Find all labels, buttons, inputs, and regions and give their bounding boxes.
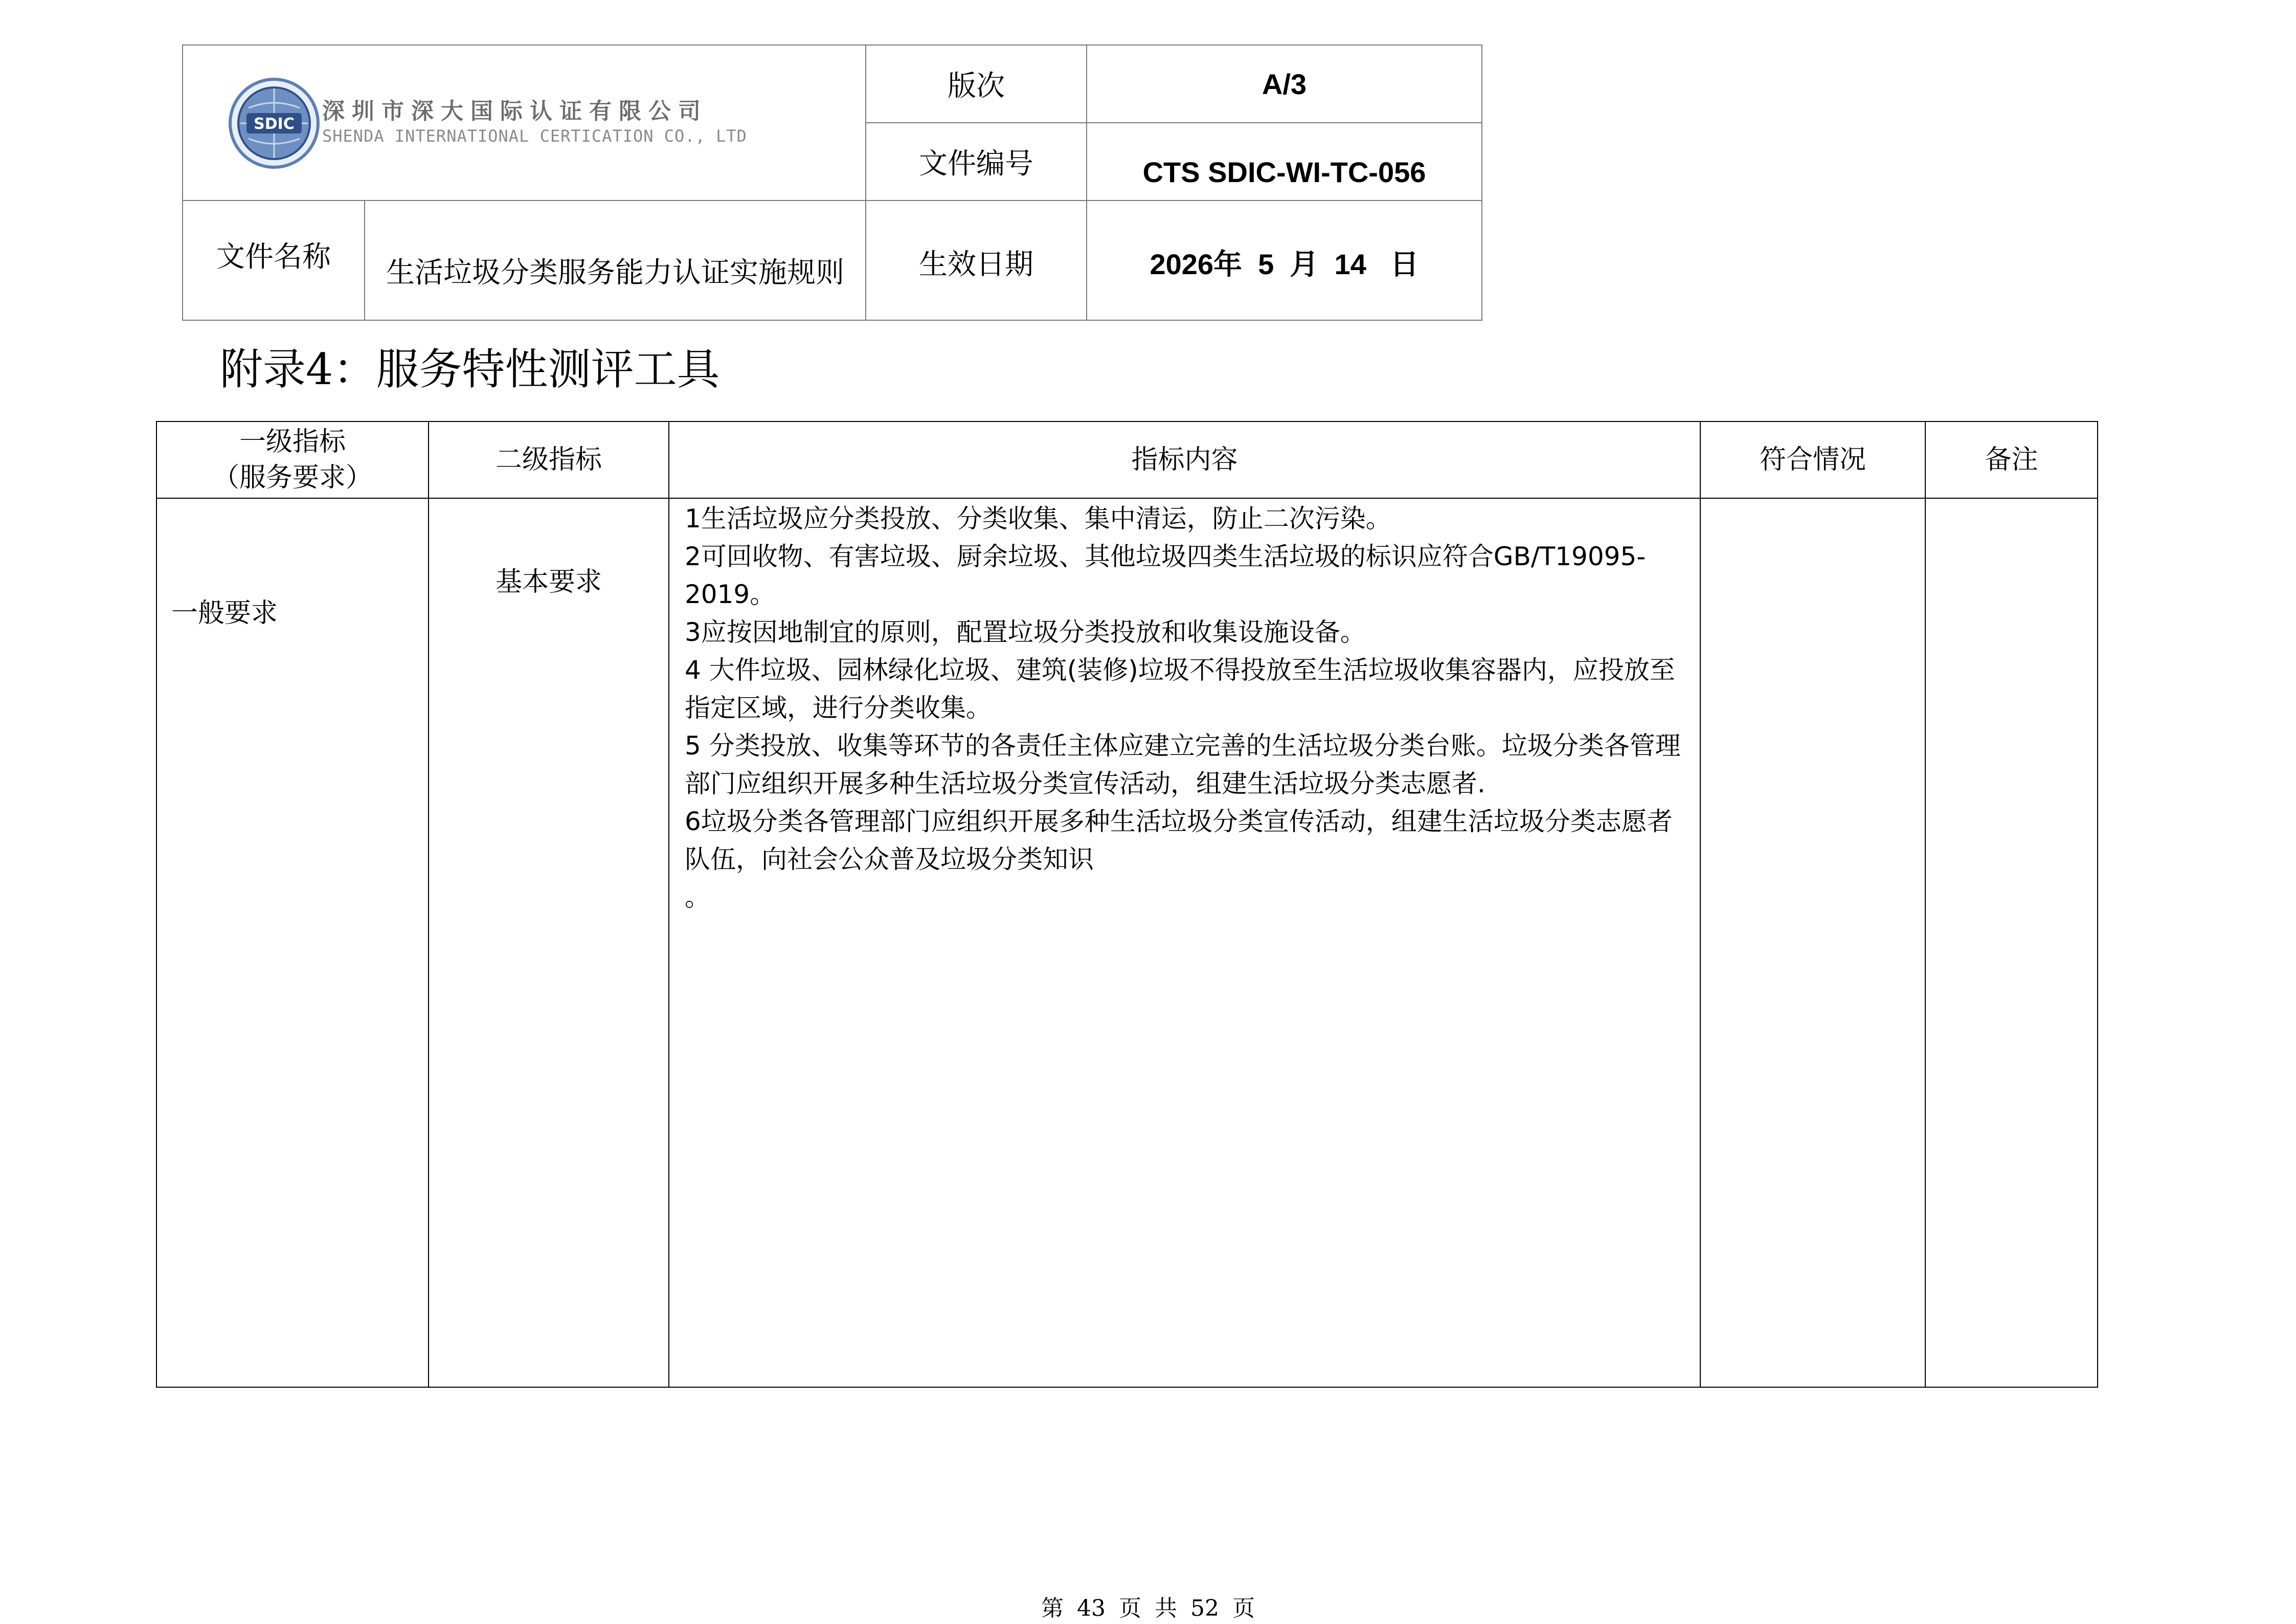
footer-total-pages: 52 bbox=[1190, 1595, 1219, 1621]
document-header-table bbox=[182, 45, 1482, 321]
footer-prefix: 第 bbox=[1041, 1595, 1064, 1621]
logo-text: SDIC bbox=[254, 115, 295, 133]
col-header-level2: 二级指标 bbox=[429, 421, 669, 498]
footer-total-word: 共 bbox=[1155, 1595, 1177, 1621]
remarks-cell bbox=[1925, 498, 2098, 1387]
content-item: 1生活垃圾应分类投放、分类收集、集中清运，防止二次污染。 bbox=[685, 504, 1391, 533]
col-header-remarks: 备注 bbox=[1925, 421, 2098, 498]
effective-date-label: 生效日期 bbox=[866, 201, 1087, 320]
content-item: 4 大件垃圾、园林绿化垃圾、建筑(装修)垃圾不得投放至生活垃圾收集容器内，应投放至指定区域，进行分类收集。 bbox=[685, 655, 1675, 723]
table-row bbox=[156, 498, 2098, 1387]
content-item: 。 bbox=[685, 882, 710, 912]
footer-suffix: 页 bbox=[1232, 1595, 1255, 1621]
level1-text: 一般要求 bbox=[171, 597, 278, 629]
company-name-cn: 深圳市深大国际认证有限公司 bbox=[322, 98, 708, 124]
docno-label: 文件编号 bbox=[866, 123, 1087, 201]
company-logo-cell bbox=[183, 45, 866, 201]
evaluation-table bbox=[156, 421, 2098, 1388]
footer-page-number: 43 bbox=[1077, 1595, 1106, 1621]
level2-text: 基本要求 bbox=[495, 567, 602, 597]
sdic-logo-icon bbox=[228, 77, 320, 169]
content-item: 3应按因地制宜的原则，配置垃圾分类投放和收集设施设备。 bbox=[685, 617, 1366, 647]
content-item: 5 分类投放、收集等环节的各责任主体应建立完善的生活垃圾分类台账。垃圾分类各管理部门应组织开展多种生活垃圾分类宣传活动，组建生活垃圾分类志愿者. bbox=[685, 731, 1681, 798]
content-item: 2可回收物、有害垃圾、厨余垃圾、其他垃圾四类生活垃圾的标识应符合GB/T19095-2019。 bbox=[685, 542, 1646, 609]
doc-name-label: 文件名称 bbox=[183, 201, 365, 320]
col-header-level1 bbox=[156, 421, 429, 498]
col-header-content: 指标内容 bbox=[669, 421, 1700, 498]
col-header-conformity: 符合情况 bbox=[1700, 421, 1925, 498]
version-value: A/3 bbox=[1087, 45, 1482, 123]
col-header-level1-line1: 一级指标 bbox=[239, 427, 346, 457]
docno-value: CTS SDIC-WI-TC-056 bbox=[1087, 123, 1482, 201]
content-item: 6垃圾分类各管理部门应组织开展多种生活垃圾分类宣传活动，组建生活垃圾分类志愿者队伍，向社会公众普及垃圾分类知识 bbox=[685, 807, 1673, 874]
conformity-cell bbox=[1700, 498, 1925, 1387]
col-header-level1-line2: （服务要求） bbox=[212, 462, 372, 493]
level2-cell bbox=[429, 498, 669, 1387]
company-name-en: SHENDA INTERNATIONAL CERTICATION CO., LTD bbox=[322, 126, 747, 146]
level1-cell bbox=[156, 498, 429, 1387]
effective-date-value: 2026年 5 月 14 日 bbox=[1087, 201, 1482, 320]
appendix-title: 附录4：服务特性测评工具 bbox=[220, 344, 720, 394]
page-footer bbox=[0, 1590, 2296, 1622]
version-label: 版次 bbox=[866, 45, 1087, 123]
content-cell bbox=[669, 498, 1700, 1387]
footer-page-word: 页 bbox=[1119, 1595, 1141, 1621]
doc-name-value: 生活垃圾分类服务能力认证实施规则 bbox=[365, 201, 866, 320]
